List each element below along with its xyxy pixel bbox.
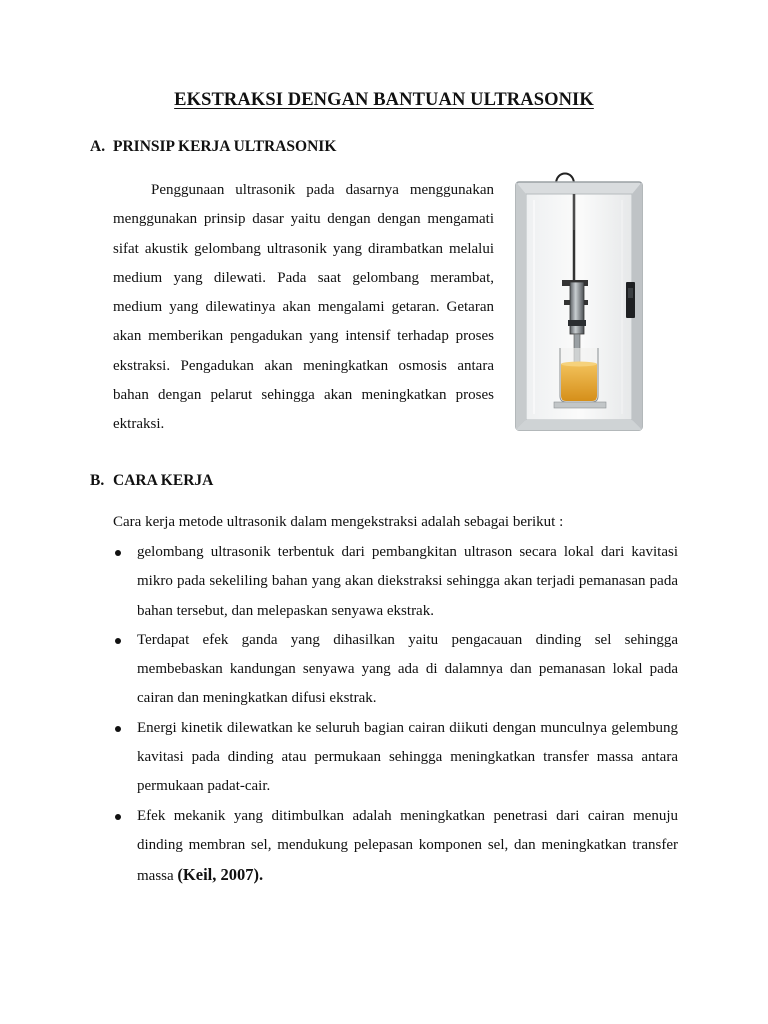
ultrasonic-device-figure [514, 170, 646, 432]
list-item [113, 714, 678, 802]
section-b-lead: Cara kerja metode ultrasonik dalam mengekstraksi adalah sebagai berikut : [113, 514, 564, 530]
list-item-text: Energi kinetik dilewatkan ke seluruh bagian cairan diikuti dengan munculnya gelembung kavitasi pada dinding atau permukaan sehingga meningkatkan transfer massa antara permukaan padat-cair. [137, 719, 678, 795]
cara-kerja-list [113, 538, 678, 892]
ultrasonic-extractor-icon [514, 170, 646, 432]
bullet-icon [115, 638, 121, 644]
section-b-heading [90, 472, 213, 490]
section-b-letter: B. [90, 472, 105, 489]
section-b-title: CARA KERJA [113, 472, 214, 489]
bullet-icon [115, 814, 121, 820]
list-item-text: gelombang ultrasonik terbentuk dari pembangkitan ultrason secara lokal dari kavitasi mikro pada sekeliling bahan yang akan diekstraksi sehingga akan terjadi pemanasan pada bahan tersebut, dan melepaskan senyawa ekstrak. [137, 544, 678, 619]
list-item [113, 538, 678, 626]
list-item [113, 626, 678, 714]
page-title: EKSTRAKSI DENGAN BANTUAN ULTRASONIK [174, 90, 594, 110]
citation: (Keil, 2007). [177, 865, 264, 885]
section-a-paragraph: Penggunaan ultrasonik pada dasarnya menggunakan menggunakan prinsip dasar yaitu dengan dengan mengamati sifat akustik gelombang ultrasonik yang dirambatkan melalui medium yang dilewati. Pada saat gelombang merambat, medium yang dilewatinya akan mengalami getaran. Getaran akan memberikan pengadukan yang intensif terhadap proses ekstraksi. Pengadukan akan meningkatkan osmosis antara bahan dengan pelarut sehingga akan meningkatkan proses ektraksi. [113, 182, 494, 433]
list-item-text: Efek mekanik yang ditimbulkan adalah meningkatkan penetrasi dari cairan menuju dinding membran sel, mendukung pelepasan komponen sel, dan meningkatkan transfer massa [137, 807, 678, 885]
bullet-icon [115, 550, 121, 556]
section-a-title: PRINSIP KERJA ULTRASONIK [113, 138, 337, 155]
bullet-icon [115, 726, 121, 732]
section-a-letter: A. [90, 138, 106, 155]
section-a-heading [90, 138, 336, 156]
list-item-text: Terdapat efek ganda yang dihasilkan yaitu pengacauan dinding sel sehingga membebaskan kandungan senyawa yang ada di dalamnya dan pemanasan lokal pada cairan dan meningkatkan difusi ekstrak. [137, 631, 678, 707]
list-item [113, 802, 678, 892]
